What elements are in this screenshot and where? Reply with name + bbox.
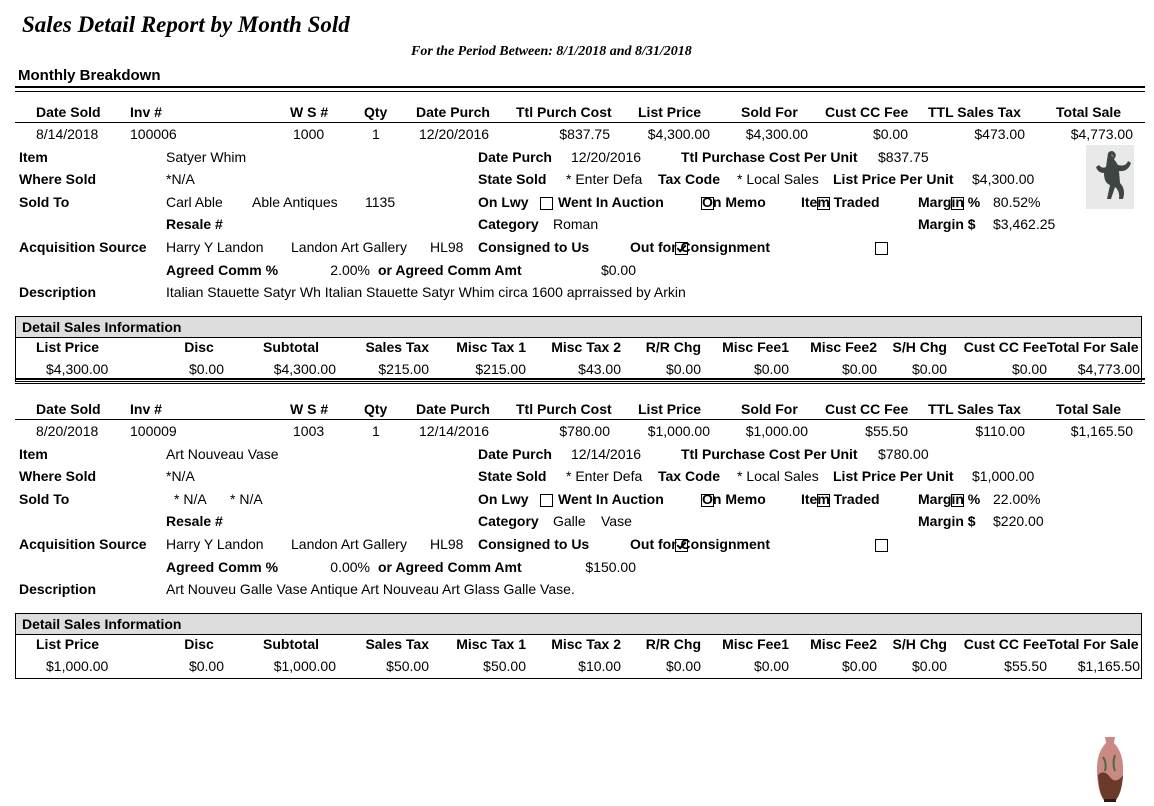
acq-source-label: Acquisition Source (19, 536, 147, 552)
col-ttl-purch-cost: Ttl Purch Cost (516, 104, 612, 120)
cost-per-unit-label: Ttl Purchase Cost Per Unit (681, 446, 858, 462)
detail-col-sh: S/H Chg (892, 339, 947, 355)
agreed-comm-pct: 2.00% (330, 262, 370, 278)
description-value: Art Nouveu Galle Vase Antique Art Nouveau Art Glass Galle Vase. (166, 581, 575, 597)
cost-per-unit: $780.00 (878, 446, 929, 462)
galle-vase-thumbnail (1095, 735, 1125, 803)
detail-misc2: $10.00 (578, 658, 621, 674)
detail-col-cc: Cust CC Fee (963, 636, 1047, 652)
cost-per-unit-label: Ttl Purchase Cost Per Unit (681, 149, 858, 165)
qty: 1 (372, 126, 380, 142)
agreed-comm-pct: 0.00% (330, 559, 370, 575)
agreed-comm-amt: $150.00 (585, 559, 636, 575)
margin-pct: 80.52% (993, 194, 1041, 210)
detail-col-sales_tax: Sales Tax (365, 339, 429, 355)
detail-subtotal: $4,300.00 (273, 361, 336, 377)
col-ttl-purch-cost: Ttl Purch Cost (516, 401, 612, 417)
on-lwy-checkbox[interactable] (540, 494, 553, 507)
category-sub: Vase (601, 513, 632, 529)
date-sold: 8/14/2018 (36, 126, 99, 142)
agreed-comm-amt-label: or Agreed Comm Amt (378, 559, 522, 575)
out-consign-label: Out for Consignment (630, 536, 770, 552)
where-sold-value: *N/A (166, 468, 195, 484)
detail-sales-title: Detail Sales Information (22, 616, 182, 632)
detail-col-total: Total For Sale (1047, 339, 1139, 355)
col-ws: W S # (290, 401, 329, 417)
cust-cc-fee: $55.50 (865, 423, 908, 439)
sold-to-name: Carl Able (166, 194, 223, 210)
detail-date-purch-label: Date Purch (478, 446, 552, 462)
col-qty: Qty (364, 104, 388, 120)
sold-for: $1,000.00 (745, 423, 808, 439)
margin-amt: $220.00 (993, 513, 1044, 529)
on-memo-label: On Memo (702, 194, 766, 210)
col-cust-cc-fee: Cust CC Fee (825, 104, 909, 120)
detail-misc1: $50.00 (483, 658, 526, 674)
category-label: Category (478, 513, 539, 529)
list-price: $4,300.00 (647, 126, 710, 142)
detail-rr: $0.00 (665, 361, 701, 377)
detail-col-subtotal: Subtotal (263, 636, 319, 652)
col-ws: W S # (290, 104, 329, 120)
detail-col-rr: R/R Chg (645, 636, 701, 652)
ttl-purch-cost: $837.75 (559, 126, 610, 142)
detail-col-misc1: Misc Tax 1 (456, 636, 526, 652)
col-sold-for: Sold For (741, 401, 798, 417)
description-label: Description (19, 284, 97, 300)
detail-sales-header (16, 614, 1141, 635)
ws-number: 1003 (293, 423, 325, 439)
resale-label: Resale # (166, 216, 223, 232)
margin-amt: $3,462.25 (993, 216, 1056, 232)
detail-col-cc: Cust CC Fee (963, 339, 1047, 355)
bronze-statue-thumbnail (1086, 145, 1134, 209)
detail-cc: $0.00 (1011, 361, 1047, 377)
col-date-purch: Date Purch (416, 401, 490, 417)
col-ttl-sales-tax: TTL Sales Tax (928, 401, 1021, 417)
qty: 1 (372, 423, 380, 439)
detail-col-fee1: Misc Fee1 (722, 636, 789, 652)
detail-misc1: $215.00 (475, 361, 526, 377)
ttl-purch-cost: $780.00 (559, 423, 610, 439)
report-title: Sales Detail Report by Month Sold (22, 12, 350, 37)
out-consign-checkbox[interactable] (875, 242, 888, 255)
state-sold-label: State Sold (478, 171, 547, 187)
acq-contact: Harry Y Landon (166, 536, 264, 552)
detail-fee1: $0.00 (753, 658, 789, 674)
col-date-purch: Date Purch (416, 104, 490, 120)
divider (15, 378, 1145, 380)
margin-pct: 22.00% (993, 491, 1041, 507)
col-date-sold: Date Sold (36, 401, 101, 417)
agreed-comm-amt-label: or Agreed Comm Amt (378, 262, 522, 278)
detail-fee1: $0.00 (753, 361, 789, 377)
detail-col-subtotal: Subtotal (263, 339, 319, 355)
divider (15, 383, 1145, 384)
tax-code: * Local Sales (737, 468, 819, 484)
acq-contact: Harry Y Landon (166, 239, 264, 255)
consigned-label: Consigned to Us (478, 239, 590, 255)
detail-col-fee2: Misc Fee2 (810, 636, 877, 652)
detail-sales-box (15, 613, 1142, 679)
detail-sales_tax: $215.00 (378, 361, 429, 377)
out-consign-checkbox[interactable] (875, 539, 888, 552)
detail-col-list_price: List Price (36, 636, 100, 652)
sold-to-label: Sold To (19, 194, 70, 210)
date-purch: 12/14/2016 (419, 423, 490, 439)
state-sold: * Enter Defa (566, 468, 643, 484)
detail-sales-box (15, 316, 1142, 382)
on-lwy-label: On Lwy (478, 491, 529, 507)
detail-col-misc1: Misc Tax 1 (456, 339, 526, 355)
cust-cc-fee: $0.00 (872, 126, 908, 142)
state-sold: * Enter Defa (566, 171, 643, 187)
ttl-sales-tax: $473.00 (974, 126, 1025, 142)
col-sold-for: Sold For (741, 104, 798, 120)
detail-total: $1,165.50 (1077, 658, 1140, 674)
sale-record (0, 394, 1154, 674)
sold-to-company: Able Antiques (252, 194, 338, 210)
detail-col-misc2: Misc Tax 2 (551, 636, 621, 652)
detail-date-purch: 12/14/2016 (571, 446, 642, 462)
detail-disc: $0.00 (188, 361, 224, 377)
detail-col-list_price: List Price (36, 339, 100, 355)
detail-sh: $0.00 (911, 361, 947, 377)
sold-to-company: * N/A (230, 491, 263, 507)
agreed-comm-amt: $0.00 (600, 262, 636, 278)
sale-record (0, 97, 1154, 377)
col-list-price: List Price (638, 401, 702, 417)
description-value: Italian Stauette Satyr Wh Italian Stauette Satyr Whim circa 1600 aprraissed by Arkin (166, 284, 686, 300)
divider (15, 91, 1145, 92)
item-label: Item (19, 149, 48, 165)
col-ttl-sales-tax: TTL Sales Tax (928, 104, 1021, 120)
detail-col-disc: Disc (184, 636, 214, 652)
on-memo-label: On Memo (702, 491, 766, 507)
col-inv: Inv # (130, 401, 162, 417)
detail-sales_tax: $50.00 (386, 658, 429, 674)
category-label: Category (478, 216, 539, 232)
detail-col-sh: S/H Chg (892, 636, 947, 652)
acq-code: HL98 (430, 536, 464, 552)
where-sold-value: *N/A (166, 171, 195, 187)
col-date-sold: Date Sold (36, 104, 101, 120)
item-label: Item (19, 446, 48, 462)
detail-sh: $0.00 (911, 658, 947, 674)
detail-col-fee1: Misc Fee1 (722, 339, 789, 355)
col-cust-cc-fee: Cust CC Fee (825, 401, 909, 417)
detail-list_price: $4,300.00 (46, 361, 109, 377)
category-value: Galle (553, 513, 586, 529)
col-inv: Inv # (130, 104, 162, 120)
detail-cc: $55.50 (1004, 658, 1047, 674)
acq-gallery: Landon Art Gallery (291, 536, 407, 552)
on-lwy-label: On Lwy (478, 194, 529, 210)
col-list-price: List Price (638, 104, 702, 120)
detail-fee2: $0.00 (841, 658, 877, 674)
detail-sales-title: Detail Sales Information (22, 319, 182, 335)
resale-label: Resale # (166, 513, 223, 529)
detail-total: $4,773.00 (1077, 361, 1140, 377)
detail-rr: $0.00 (665, 658, 701, 674)
tax-code-label: Tax Code (658, 468, 720, 484)
detail-col-fee2: Misc Fee2 (810, 339, 877, 355)
report-period: For the Period Between: 8/1/2018 and 8/31/2018 (411, 44, 692, 59)
list-price-unit: $1,000.00 (972, 468, 1035, 484)
acq-source-label: Acquisition Source (19, 239, 147, 255)
where-sold-label: Where Sold (19, 468, 97, 484)
margin-amt-label: Margin $ (918, 216, 976, 232)
divider (15, 86, 1145, 88)
cost-per-unit: $837.75 (878, 149, 929, 165)
acq-gallery: Landon Art Gallery (291, 239, 407, 255)
acq-code: HL98 (430, 239, 464, 255)
inv-number: 100006 (130, 126, 177, 142)
margin-amt-label: Margin $ (918, 513, 976, 529)
detail-date-purch: 12/20/2016 (571, 149, 642, 165)
list-price-unit: $4,300.00 (972, 171, 1035, 187)
total-sale: $4,773.00 (1070, 126, 1133, 142)
margin-pct-label: Margin % (918, 194, 981, 210)
sold-to-name: * N/A (174, 491, 207, 507)
section-heading: Monthly Breakdown (18, 67, 161, 84)
list-price: $1,000.00 (647, 423, 710, 439)
item-traded-label: Item Traded (801, 194, 880, 210)
went-auction-label: Went In Auction (558, 194, 664, 210)
agreed-comm-pct-label: Agreed Comm % (166, 262, 279, 278)
item-value: Art Nouveau Vase (166, 446, 279, 462)
category-value: Roman (553, 216, 599, 232)
detail-sales-header (16, 317, 1141, 338)
item-value: Satyer Whim (166, 149, 247, 165)
col-qty: Qty (364, 401, 388, 417)
list-price-unit-label: List Price Per Unit (833, 468, 954, 484)
col-total-sale: Total Sale (1056, 401, 1122, 417)
tax-code-label: Tax Code (658, 171, 720, 187)
tax-code: * Local Sales (737, 171, 819, 187)
detail-list_price: $1,000.00 (46, 658, 109, 674)
detail-col-rr: R/R Chg (645, 339, 701, 355)
out-consign-label: Out for Consignment (630, 239, 770, 255)
on-lwy-checkbox[interactable] (540, 197, 553, 210)
margin-pct-label: Margin % (918, 491, 981, 507)
ttl-sales-tax: $110.00 (975, 423, 1025, 439)
item-traded-label: Item Traded (801, 491, 880, 507)
date-purch: 12/20/2016 (419, 126, 490, 142)
sold-for: $4,300.00 (745, 126, 808, 142)
divider (15, 122, 1145, 123)
col-total-sale: Total Sale (1056, 104, 1122, 120)
detail-col-misc2: Misc Tax 2 (551, 339, 621, 355)
description-label: Description (19, 581, 97, 597)
ws-number: 1000 (293, 126, 325, 142)
total-sale: $1,165.50 (1070, 423, 1133, 439)
detail-col-total: Total For Sale (1047, 636, 1139, 652)
detail-misc2: $43.00 (578, 361, 621, 377)
list-price-unit-label: List Price Per Unit (833, 171, 954, 187)
divider (15, 419, 1145, 420)
detail-col-disc: Disc (184, 339, 214, 355)
detail-disc: $0.00 (188, 658, 224, 674)
detail-fee2: $0.00 (841, 361, 877, 377)
state-sold-label: State Sold (478, 468, 547, 484)
where-sold-label: Where Sold (19, 171, 97, 187)
agreed-comm-pct-label: Agreed Comm % (166, 559, 279, 575)
inv-number: 100009 (130, 423, 177, 439)
detail-col-sales_tax: Sales Tax (365, 636, 429, 652)
went-auction-label: Went In Auction (558, 491, 664, 507)
sold-to-id: 1135 (365, 194, 396, 210)
sold-to-label: Sold To (19, 491, 70, 507)
detail-subtotal: $1,000.00 (273, 658, 336, 674)
consigned-label: Consigned to Us (478, 536, 590, 552)
date-sold: 8/20/2018 (36, 423, 99, 439)
detail-date-purch-label: Date Purch (478, 149, 552, 165)
